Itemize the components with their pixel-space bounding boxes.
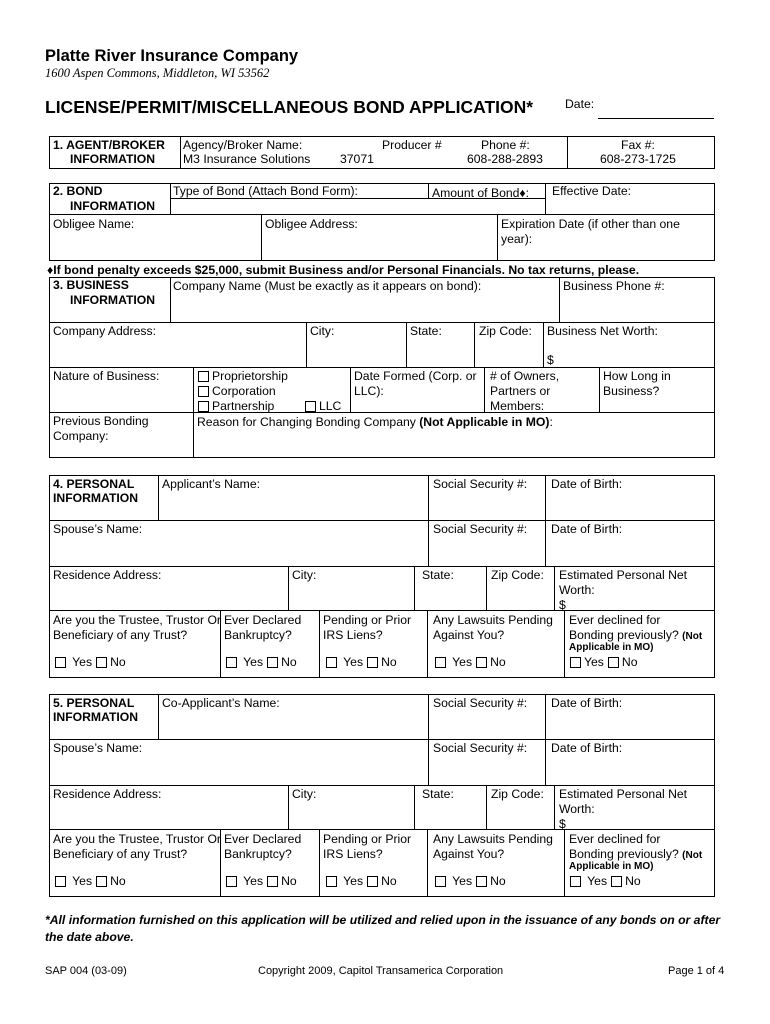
co-bankruptcy-label: Ever Declared Bankruptcy? — [224, 832, 302, 861]
spouse-ssn-label: Social Security #: — [433, 522, 528, 536]
spouse-dob-label: Date of Birth: — [551, 522, 623, 536]
co-spouse-label: Spouse’s Name: — [53, 741, 143, 755]
nature-label: Nature of Business: — [53, 369, 160, 383]
res-zip-label: Zip Code: — [491, 568, 544, 582]
co-irs-liens-label: Pending or Prior IRS Liens? — [323, 832, 412, 861]
amount-label: Amount of Bond♦: — [432, 186, 530, 200]
co-residence-label: Residence Address: — [53, 787, 162, 801]
irs-yesno[interactable]: Yes No — [326, 655, 397, 670]
checkbox-icon[interactable] — [305, 401, 316, 412]
expiration-label: Expiration Date (if other than one year): — [501, 217, 680, 246]
company-name-label: Company Name (Must be exactly as it appears on bond): — [173, 279, 482, 293]
checkbox-icon[interactable] — [570, 657, 581, 668]
personal-net-worth-label: Estimated Personal Net Worth: — [559, 568, 688, 597]
checkbox-icon[interactable] — [267, 876, 278, 887]
co-res-state-label: State: — [422, 787, 454, 801]
phone-label: Phone #: — [481, 138, 530, 152]
s3-heading: 3. BUSINESS — [53, 278, 129, 292]
footer-note: *All information furnished on this application will be utilized and relied upon in the issuance of any bonds on or after the date above. — [45, 913, 721, 944]
effective-label: Effective Date: — [552, 184, 632, 198]
checkbox-icon[interactable] — [435, 657, 446, 668]
s1-heading: 1. AGENT/BROKER — [53, 138, 165, 152]
co-res-zip-label: Zip Code: — [491, 787, 544, 801]
co-spouse-dob-label: Date of Birth: — [551, 741, 623, 755]
co-net-worth-label: Estimated Personal Net Worth: — [559, 787, 688, 816]
fax-value[interactable]: 608-273-1725 — [600, 152, 676, 166]
checkbox-icon[interactable] — [267, 657, 278, 668]
how-long-label: How Long in Business? — [603, 369, 671, 398]
co-spouse-ssn-label: Social Security #: — [433, 741, 528, 755]
s4-heading: 4. PERSONAL — [53, 477, 135, 491]
checkbox-icon[interactable] — [608, 657, 619, 668]
irs-liens-label: Pending or Prior IRS Liens? — [323, 613, 412, 642]
co-declined-note: Applicable in MO) — [569, 861, 654, 872]
s4-heading2: INFORMATION — [53, 491, 139, 505]
checkbox-icon[interactable] — [96, 657, 107, 668]
personal-net-worth-dollar: $ — [559, 598, 566, 612]
copyright: Copyright 2009, Capitol Transamerica Corporation — [258, 965, 504, 977]
bankruptcy-yesno[interactable]: Yes No — [226, 655, 297, 670]
reason-label: Reason for Changing Bonding Company (Not Applicable in MO): — [197, 415, 553, 429]
co-lawsuits-label: Any Lawsuits Pending Against You? — [433, 832, 553, 861]
s5-heading2: INFORMATION — [53, 710, 139, 724]
checkbox-icon[interactable] — [226, 657, 237, 668]
s2-heading: 2. BOND — [53, 184, 103, 198]
bankruptcy-label: Ever Declared Bankruptcy? — [224, 613, 302, 642]
co-lawsuits-yesno[interactable]: Yes No — [435, 874, 506, 889]
checkbox-icon[interactable] — [435, 876, 446, 887]
trust-yesno[interactable]: Yes No — [55, 655, 126, 670]
bond-type-label: Type of Bond (Attach Bond Form): — [173, 184, 358, 198]
checkbox-icon[interactable] — [55, 876, 66, 887]
coapplicant-name-label: Co-Applicant’s Name: — [162, 696, 280, 710]
page-number: Page 1 of 4 — [668, 965, 725, 977]
checkbox-icon[interactable] — [198, 371, 209, 382]
co-trust-yesno[interactable]: Yes No — [55, 874, 126, 889]
phone-value[interactable]: 608-288-2893 — [467, 152, 543, 166]
s3-heading2: INFORMATION — [70, 293, 156, 307]
city-label: City: — [310, 324, 335, 338]
business-net-worth-label: Business Net Worth: — [547, 324, 658, 338]
res-state-label: State: — [422, 568, 454, 582]
checkbox-icon[interactable] — [326, 657, 337, 668]
co-net-worth-dollar: $ — [559, 817, 566, 831]
applicant-name-label: Applicant’s Name: — [162, 477, 260, 491]
declined-label: Ever declined for — [569, 613, 661, 627]
s2-heading2: INFORMATION — [70, 199, 156, 213]
trustee-label: Are you the Trustee, Trustor Or Beneficiary of any Trust? — [53, 613, 221, 642]
co-declined-label-2: Bonding previously? (Not — [569, 847, 703, 861]
producer-value[interactable]: 37071 — [340, 152, 374, 166]
lawsuits-label: Any Lawsuits Pending Against You? — [433, 613, 553, 642]
date-formed-label: Date Formed (Corp. or LLC): — [354, 369, 477, 398]
proprietorship-option[interactable]: Proprietorship — [198, 369, 288, 384]
declined-note: Applicable in MO) — [569, 642, 654, 653]
res-city-label: City: — [292, 568, 317, 582]
spouse-label: Spouse’s Name: — [53, 522, 143, 536]
co-ssn-label: Social Security #: — [433, 696, 528, 710]
business-net-worth-dollar: $ — [547, 353, 554, 367]
s1-heading2: INFORMATION — [70, 152, 156, 166]
co-declined-yesno[interactable]: Yes No — [570, 874, 641, 889]
co-res-city-label: City: — [292, 787, 317, 801]
co-dob-label: Date of Birth: — [551, 696, 623, 710]
checkbox-icon[interactable] — [367, 657, 378, 668]
s5-heading: 5. PERSONAL — [53, 696, 135, 710]
agency-value[interactable]: M3 Insurance Solutions — [183, 152, 311, 166]
partnership-option[interactable]: Partnership — [198, 399, 274, 414]
ssn-label: Social Security #: — [433, 477, 528, 491]
co-trustee-label: Are you the Trustee, Trustor Or Beneficiary of any Trust? — [53, 832, 221, 861]
zip-label: Zip Code: — [479, 324, 532, 338]
prev-bonding-label: Previous Bonding Company: — [53, 414, 149, 443]
checkbox-icon[interactable] — [326, 876, 337, 887]
declined-yesno[interactable]: Yes No — [570, 655, 637, 670]
co-declined-label: Ever declined for — [569, 832, 661, 846]
date-label: Date: — [565, 97, 595, 111]
fax-label: Fax #: — [621, 138, 655, 152]
llc-option[interactable]: LLC — [305, 399, 341, 414]
checkbox-icon[interactable] — [611, 876, 622, 887]
state-label: State: — [410, 324, 442, 338]
checkbox-icon[interactable] — [367, 876, 378, 887]
corporation-option[interactable]: Corporation — [198, 384, 276, 399]
financial-note: ♦If bond penalty exceeds $25,000, submit Business and/or Personal Financials. No tax returns, please. — [47, 263, 640, 277]
producer-label: Producer # — [382, 138, 442, 152]
checkbox-icon[interactable] — [226, 876, 237, 887]
checkbox-icon[interactable] — [476, 876, 487, 887]
obligee-name-label: Obligee Name: — [53, 217, 135, 231]
dob-label: Date of Birth: — [551, 477, 623, 491]
checkbox-icon[interactable] — [96, 876, 107, 887]
form-id: SAP 004 (03-09) — [45, 965, 127, 977]
owners-label: # of Owners, Partners or Members: — [490, 369, 560, 413]
company-address: 1600 Aspen Commons, Middleton, WI 53562 — [45, 66, 270, 80]
company-name: Platte River Insurance Company — [45, 47, 299, 65]
business-phone-label: Business Phone #: — [563, 279, 665, 293]
checkbox-icon[interactable] — [198, 401, 209, 412]
company-address-label: Company Address: — [53, 324, 156, 338]
co-bankruptcy-yesno[interactable]: Yes No — [226, 874, 297, 889]
residence-label: Residence Address: — [53, 568, 162, 582]
checkbox-icon[interactable] — [198, 386, 209, 397]
obligee-address-label: Obligee Address: — [265, 217, 358, 231]
date-input-line[interactable] — [598, 118, 714, 119]
agency-label: Agency/Broker Name: — [183, 138, 303, 152]
form-title: LICENSE/PERMIT/MISCELLANEOUS BOND APPLICATION* — [45, 97, 534, 117]
checkbox-icon[interactable] — [55, 657, 66, 668]
checkbox-icon[interactable] — [570, 876, 581, 887]
co-irs-yesno[interactable]: Yes No — [326, 874, 397, 889]
declined-label-2: Bonding previously? (Not — [569, 628, 703, 642]
checkbox-icon[interactable] — [476, 657, 487, 668]
lawsuits-yesno[interactable]: Yes No — [435, 655, 506, 670]
